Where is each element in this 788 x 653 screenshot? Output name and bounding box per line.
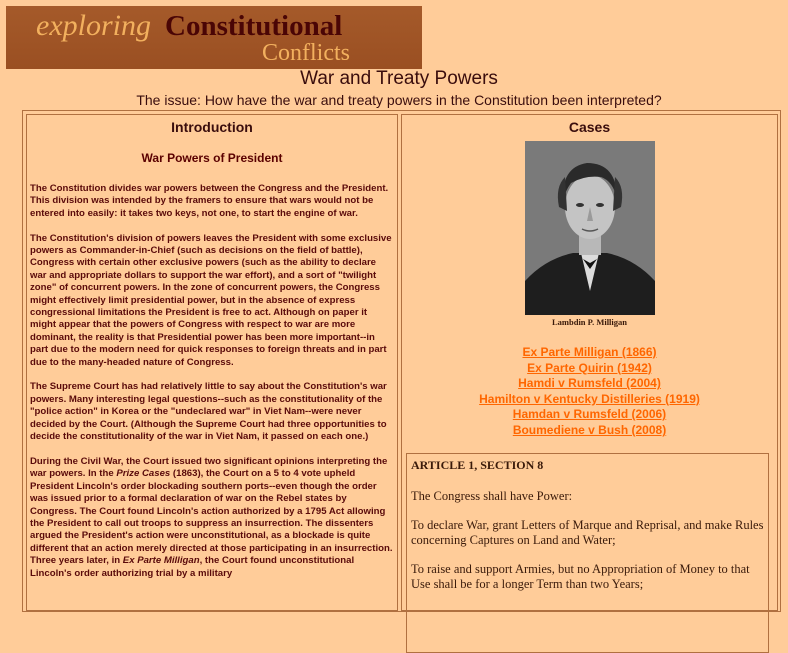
prize-cases-emphasis: Prize Cases bbox=[116, 468, 171, 480]
case-link-hamdi-v-rumsfeld[interactable]: Hamdi v Rumsfeld (2004) bbox=[518, 376, 661, 391]
case-link-boumediene-v-bush[interactable]: Boumediene v Bush (2008) bbox=[512, 422, 667, 437]
intro-p4-part-b: (1863), the Court on a 5 to 4 vote upheld President Lincoln's order blockading southern ports--even though the order was issued prior to a formal declaration of war on the Rebel states by Congress. The Court found Lincoln's action authorized by a 1795 Act allowing the President to call out troops to suppress an insurrection. The dissenters argued the President's action were unconstitutional, as a blockade is quite different that an action merely directed at those participating in an insurrection. Three years later, in bbox=[30, 468, 393, 567]
cases-heading: Cases bbox=[568, 119, 611, 135]
introduction-text bbox=[27, 183, 397, 580]
case-links-list bbox=[402, 345, 777, 439]
ex-parte-milligan-emphasis: Ex Parte Milligan bbox=[122, 555, 200, 567]
content-table bbox=[22, 110, 781, 612]
portrait-caption: Lambdin P. Milligan bbox=[551, 317, 628, 327]
case-link-ex-parte-milligan[interactable]: Ex Parte Milligan (1866) bbox=[522, 345, 657, 359]
intro-paragraph-4 bbox=[30, 456, 394, 580]
portrait-figure bbox=[525, 141, 655, 327]
article-line-2: To declare War, grant Letters of Marque and Reprisal, and make Rules concerning Captures on Land and Water; bbox=[411, 518, 764, 547]
intro-p4-part-c: , the Court found unconstitutional Lincoln's order authorizing trial by a military bbox=[30, 555, 355, 579]
site-banner-logo[interactable] bbox=[6, 6, 422, 69]
case-link-hamilton-v-kentucky-distilleries[interactable]: Hamilton v Kentucky Distilleries (1919) bbox=[479, 391, 700, 406]
cases-column bbox=[401, 114, 778, 611]
article-1-section-8-box bbox=[406, 453, 769, 653]
introduction-heading: Introduction bbox=[171, 119, 253, 135]
banner-constitutional-text: Constitutional bbox=[165, 10, 343, 42]
page-subtitle: The issue: How have the war and treaty powers in the Constitution been interpreted? bbox=[136, 92, 662, 108]
banner-conflicts-text: Conflicts bbox=[262, 40, 350, 66]
banner-exploring-text: exploring bbox=[36, 9, 151, 42]
intro-paragraph-3: The Supreme Court has had relatively little to say about the Constitution's war powers. Many interesting legal questions--such as the constitutionality of the "police action" in Korea or the "undeclared war" in Viet Nam--were never decided by the Court. (Although the Supreme Court had three opportunities to decide the constitutionality of the war in Viet Nam, it passed on each one.) bbox=[30, 381, 387, 443]
article-line-1: The Congress shall have Power: bbox=[411, 489, 573, 503]
article-heading: ARTICLE 1, SECTION 8 bbox=[411, 458, 544, 472]
page-title: War and Treaty Powers bbox=[300, 68, 498, 89]
milligan-portrait-image bbox=[525, 141, 655, 315]
intro-p4-part-a: During the Civil War, the Court issued two significant opinions interpreting the war powers. In the bbox=[30, 455, 388, 480]
case-link-hamdan-v-rumsfeld[interactable]: Hamdan v Rumsfeld (2006) bbox=[512, 407, 667, 422]
intro-paragraph-2: The Constitution's division of powers leaves the President with some exclusive powers as Commander-in-Chief (such as decisions on the field of battle), Congress with certain other exclusive powers (such as the ability to declare war and appropriate dollars to support the war effort), and a sort of "twilight zone" of concurrent powers. In the zone of concurrent powers, the Congress might effectively limit presidential power, but in the absence of express congressional limitations the President is free to act. Although on paper it might appear that the powers of Congress with respect to war are more dominant, the reality is that Presidential power has been more important--in part due to the modern need for quick responses to foreign threats and in part due to the many-headed nature of Congress. bbox=[30, 232, 392, 368]
portrait-drawing bbox=[525, 141, 655, 315]
introduction-column bbox=[26, 114, 398, 611]
intro-paragraph-1: The Constitution divides war powers between the Congress and the President. This division was intended by the framers to ensure that wars would not be entered into easily: it takes two keys, not one, to start the engine of war. bbox=[30, 183, 389, 219]
article-line-3: To raise and support Armies, but no Appropriation of Money to that Use shall be for a longer Term than two Years; bbox=[411, 562, 750, 591]
war-powers-section-title: War Powers of President bbox=[141, 151, 283, 165]
case-link-ex-parte-quirin[interactable]: Ex Parte Quirin (1942) bbox=[527, 360, 652, 375]
